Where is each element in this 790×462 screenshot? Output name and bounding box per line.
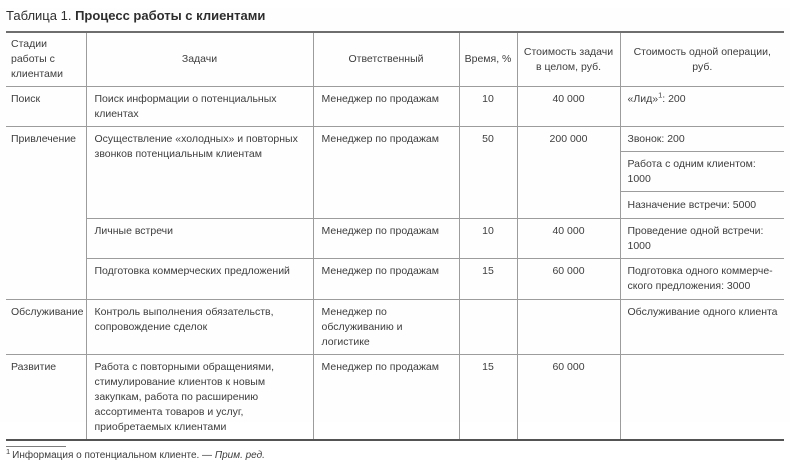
cell-task-meetings: Личные встречи [86,219,313,259]
cell-time-cold-calls: 50 [459,127,517,219]
cell-owner-cold-calls: Менеджер по продажам [313,127,459,219]
table-row [6,355,784,441]
cell-time-search: 10 [459,87,517,127]
footnote [6,446,790,462]
cell-time-meetings: 10 [459,219,517,259]
cell-op-search [620,87,784,127]
cell-task-proposals: Подготовка коммерческих предложений [86,259,313,300]
lead-value: : 200 [662,93,686,105]
cell-cost-search: 40 000 [517,87,620,127]
lead-label: «Лид» [627,93,659,105]
cell-op-client-work: Работа с одним клиентом: 1000 [620,152,784,192]
cell-stage-attraction: Привлечение [6,127,86,300]
document-page [0,8,790,461]
cell-cost-development: 60 000 [517,355,620,441]
cell-owner-search: Менеджер по продажам [313,87,459,127]
cell-cost-proposals: 60 000 [517,259,620,300]
cell-time-proposals: 15 [459,259,517,300]
cell-cost-service [517,300,620,355]
header-row [6,32,784,87]
cell-owner-meetings: Менеджер по продажам [313,219,459,259]
col-header-stage: Стадии работы с клиентами [6,32,86,87]
footnote-text: Информация о потенциальном клиенте. — [12,450,215,461]
cell-task-cold-calls: Осуществление «холодных» и повторных звонков потенциальным клиентам [86,127,313,219]
cell-task-service: Контроль выполнения обязательств, сопровождение сделок [86,300,313,355]
cell-cost-cold-calls: 200 000 [517,127,620,219]
table-caption-title: Процесс работы с клиентами [75,8,266,23]
col-header-task: Задачи [86,32,313,87]
col-header-owner: Ответственный [313,32,459,87]
table-row [6,127,784,152]
cell-cost-meetings: 40 000 [517,219,620,259]
table-caption [6,8,790,23]
col-header-task-cost: Стоимость задачи в целом, руб. [517,32,620,87]
cell-time-service [459,300,517,355]
cell-op-meeting-setup: Назначение встречи: 5000 [620,192,784,219]
cell-task-search: Поиск информации о потенциальных клиентах [86,87,313,127]
table-row [6,259,784,300]
table-row [6,219,784,259]
cell-op-proposals: Подготовка одного коммерческого предложения: 3000 [620,259,784,300]
footnote-rule [6,446,66,447]
col-header-time: Время, % [459,32,517,87]
client-process-table [6,31,784,441]
cell-stage-development: Развитие [6,355,86,441]
cell-stage-service: Обслуживание [6,300,86,355]
lead-footnote-marker: 1 [658,90,663,100]
cell-owner-development: Менеджер по продажам [313,355,459,441]
cell-owner-service: Менеджер по обслуживанию и логистике [313,300,459,355]
footnote-source: Прим. ред. [214,450,265,461]
table-caption-label: Таблица 1. [6,8,72,23]
footnote-marker: 1 [6,446,11,456]
cell-owner-proposals: Менеджер по продажам [313,259,459,300]
cell-op-development [620,355,784,441]
cell-time-development: 15 [459,355,517,441]
cell-op-call: Звонок: 200 [620,127,784,152]
cell-op-service: Обслуживание одного клиента [620,300,784,355]
table-row [6,300,784,355]
cell-task-development: Работа с повторными обращениями, стимулирование клиентов к новым закупкам, работа по расширению ассортимента товаров и услуг, приобретаемых клиентами [86,355,313,441]
cell-stage-search: Поиск [6,87,86,127]
table-row [6,87,784,127]
col-header-op-cost: Стоимость одной операции, руб. [620,32,784,87]
cell-op-meetings: Проведение одной встречи: 1000 [620,219,784,259]
